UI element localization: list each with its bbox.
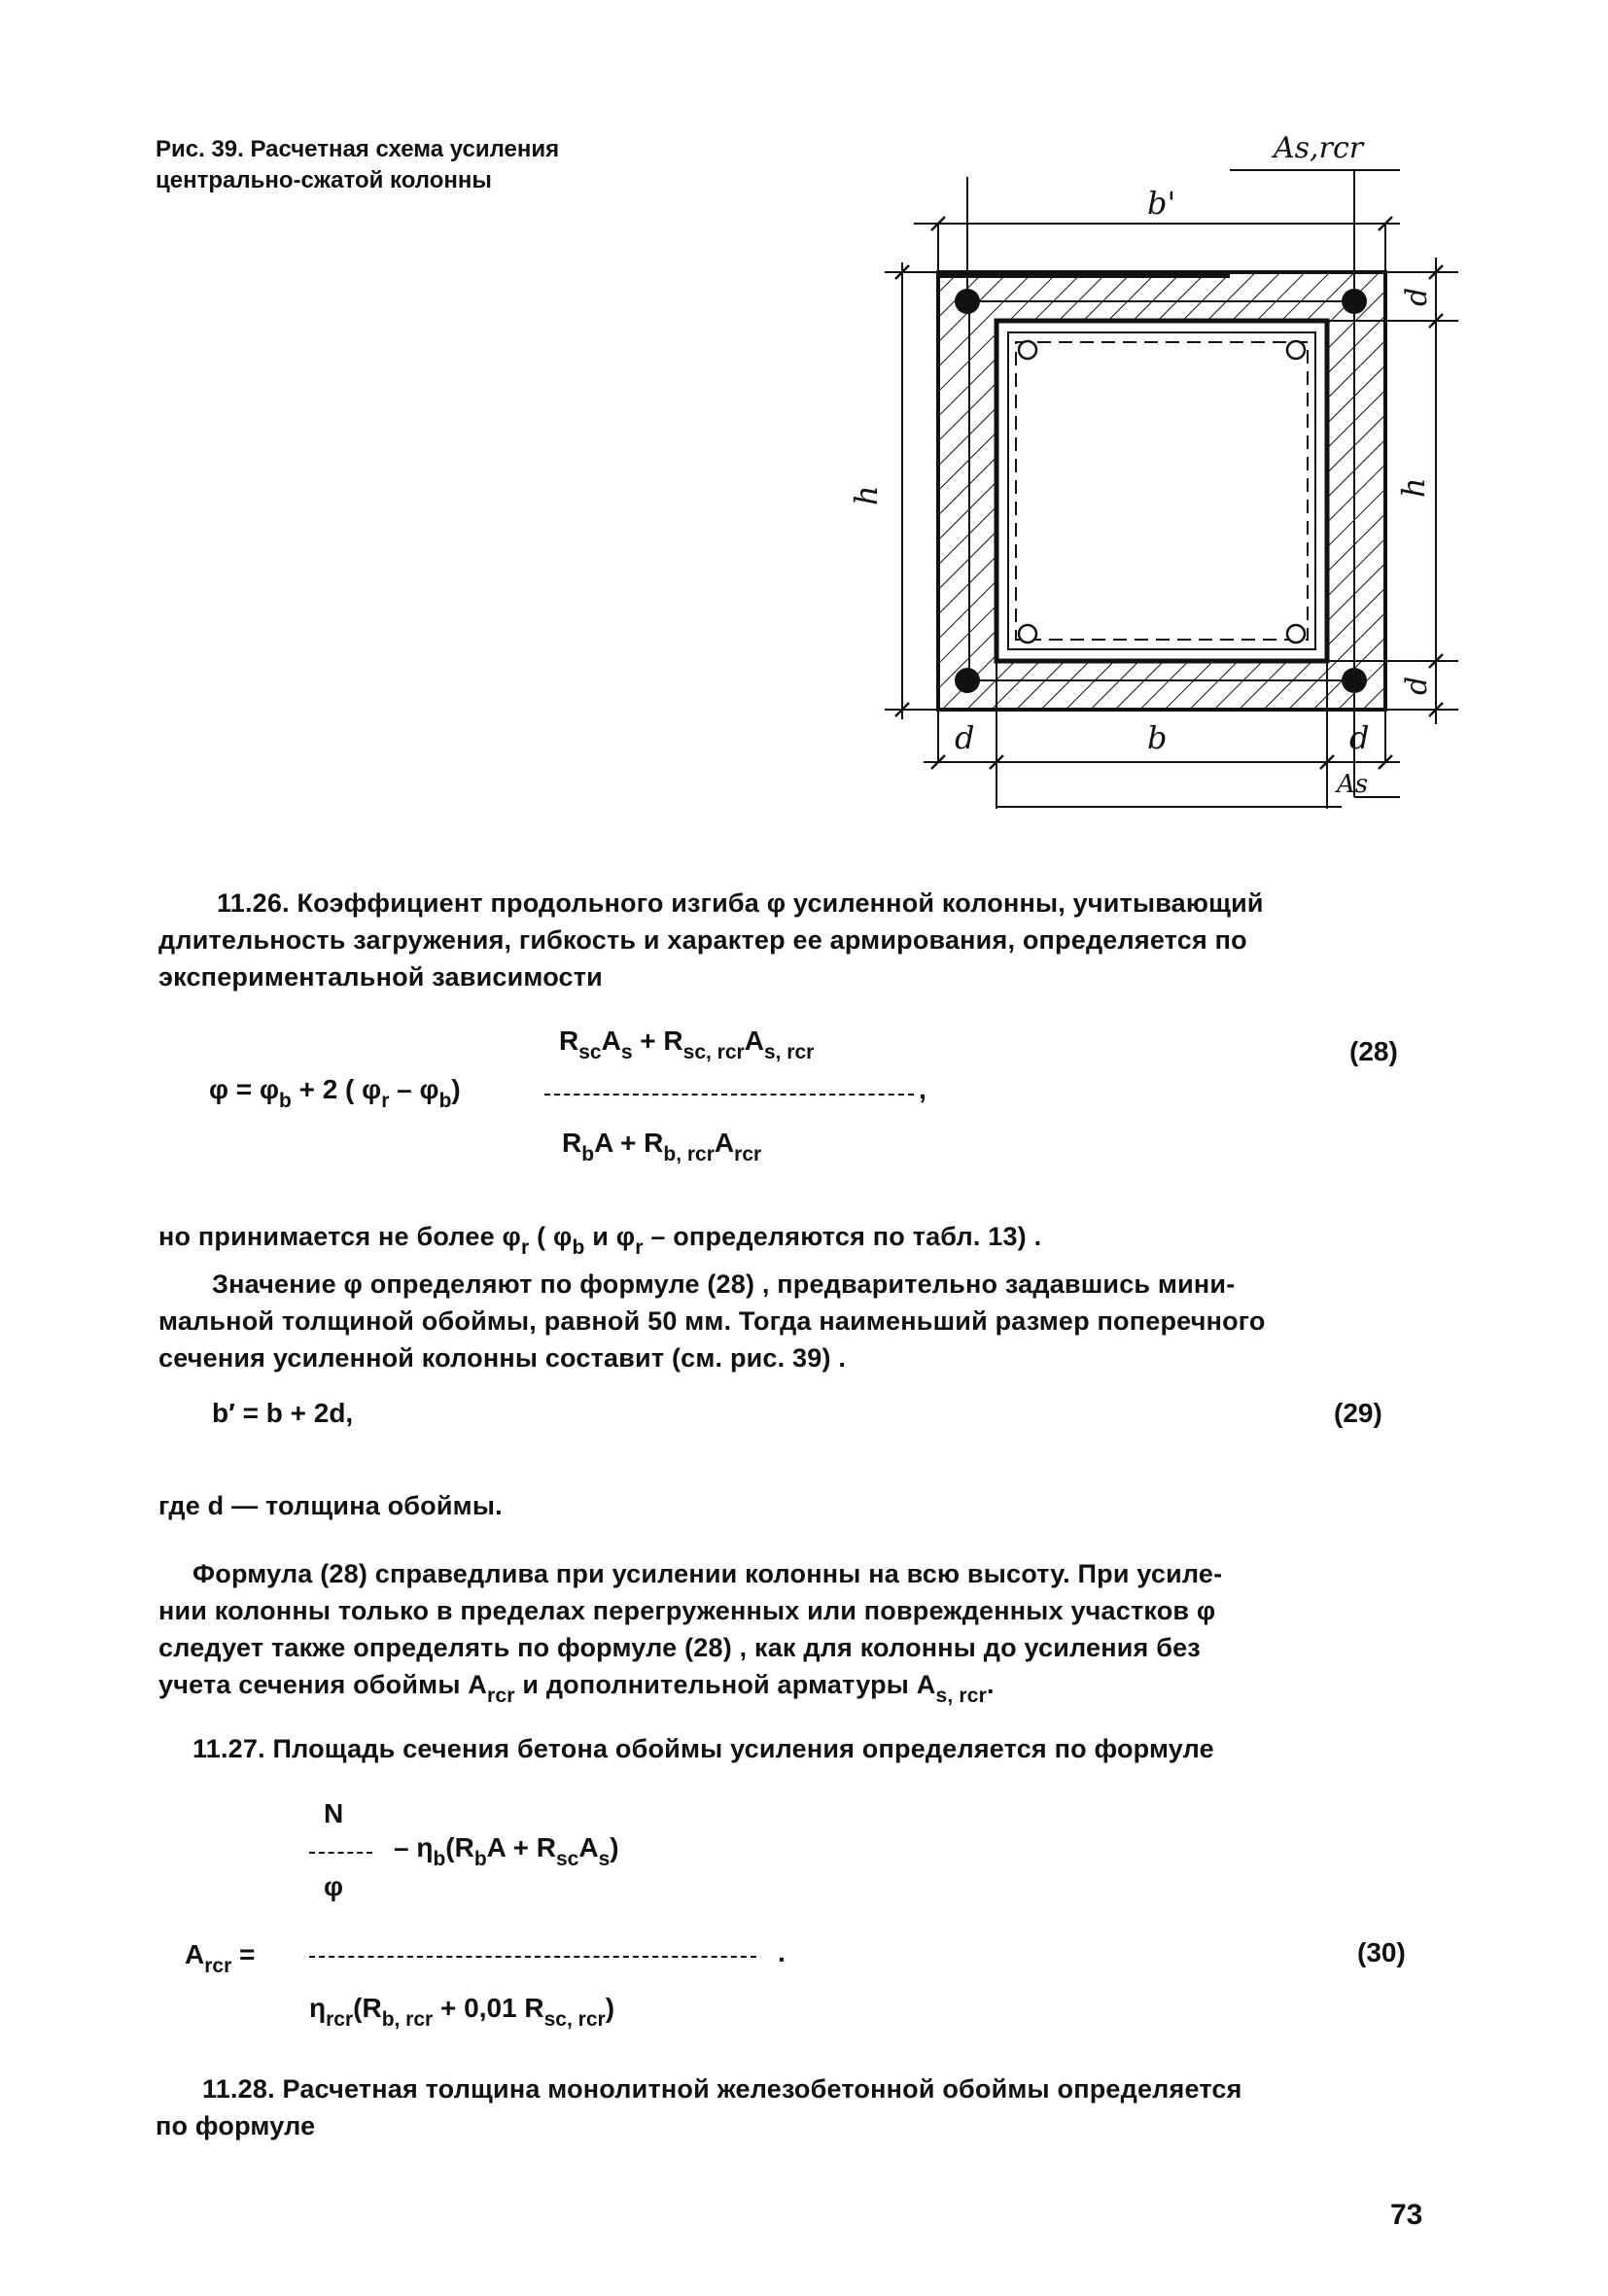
label-d-bottom: d [1349,719,1370,756]
paragraph-11-28: 11.28. Расчетная толщина монолитной железобетонной обоймы определяется по формуле [156,2074,1242,2140]
eq30-n: N [324,1798,344,1828]
paragraph-text: Коэффициент продольного изгиба φ усиленной колонны, учитывающий [297,888,1264,918]
figure-caption-line2: центрально-сжатой колонны [156,167,492,193]
figure-caption-line1: Рис. 39. Расчетная схема усиления [156,136,560,162]
figure-caption [156,134,559,196]
eq28-comma: , [919,1074,926,1104]
added-rebar [1342,668,1367,693]
eq30-denominator: $\eta_{rcr}(R_{b, rcr} + 0,01$ $R_{sc, rcr}$) [309,1993,615,2031]
eq30-dot: . [778,1937,786,1967]
added-rebar [955,668,980,693]
page-number: 73 [1390,2199,1423,2231]
eq29-number: (29) [1334,1398,1382,1428]
eq28-fraction-bar [544,1094,914,1096]
eq28-lhs: $\varphi = \varphi_b + 2$ ( $\varphi_r - \varphi_b$) [209,1074,461,1112]
label-d-bottom-left: d [955,719,975,756]
label-d-top: d [1400,287,1434,306]
eq30-fraction-bar [309,1956,756,1958]
label-as: As [1337,770,1369,799]
column-reinforcement-diagram [817,117,1478,836]
paragraph-text: экспериментальной зависимости [158,962,603,991]
eq30-numerator-rest: – $\eta_b(R_bA + R_{sc}A_s)$ [394,1832,619,1870]
label-as-rcr: As,rcr [1274,131,1364,165]
added-rebar [955,289,980,314]
eq30-lhs: $A_{rcr}$ = [185,1939,256,1977]
label-d-bottom-right: d [1400,676,1434,695]
existing-rebar [1287,341,1305,359]
paragraph-text: длительность загружения, гибкость и характер ее армирования, определяется по [158,925,1247,955]
eq28-denominator: $R_bA + R_{b, rcr}A_{rcr}$ [562,1128,762,1165]
existing-rebar [1287,625,1305,643]
eq28-number: (28) [1349,1036,1398,1066]
section-number: 11.26. [217,888,290,918]
original-column-section [996,321,1327,661]
added-rebar [1342,289,1367,314]
existing-rebar [1019,341,1036,359]
paragraph-11-26 [158,885,1461,995]
label-b-prime: b' [1147,185,1176,222]
existing-rebar [1019,625,1036,643]
label-b-bottom: b [1147,719,1168,756]
eq28-numerator: $R_{sc}A_s + R_{sc, rcr}A_{s, rcr}$ [559,1026,815,1063]
paragraph-formula-28: Формула (28) справедлива при усилении колонны на всю высоту. При усиле- нии колонны только в пределах перегруженных или поврежденных участков φ следует также определять по формуле (28) , как для колонны до усиления без учета сечения обоймы $A_{rcr}$ и дополнительной арматуры $A_{s, rcr}$. [158,1559,1223,1707]
eq30-inner-bar [309,1852,372,1854]
eq29-text: b′ = b + 2d, [212,1398,354,1428]
paragraph-after-eq28: но принимается не более $\varphi_r$ ( $\varphi_b$ и $\varphi_r$ – определяются по табл. 13) . Значение φ определяют по формуле (28) , предварительно задавшись мини- мальной толщиной обоймы, равной 50 мм. Тогда наименьший размер поперечного сечения усиленной колонны составит (см. рис. 39) . [158,1222,1266,1373]
paragraph-11-27: 11.27. Площадь сечения бетона обоймы усиления определяется по формуле [192,1734,1214,1763]
eq30-phi: φ [324,1871,344,1901]
where-d-note: где d — толщина обоймы. [158,1491,503,1520]
label-h-left: h [848,485,885,505]
label-h-right: h [1395,477,1432,498]
eq30-number: (30) [1357,1937,1406,1967]
